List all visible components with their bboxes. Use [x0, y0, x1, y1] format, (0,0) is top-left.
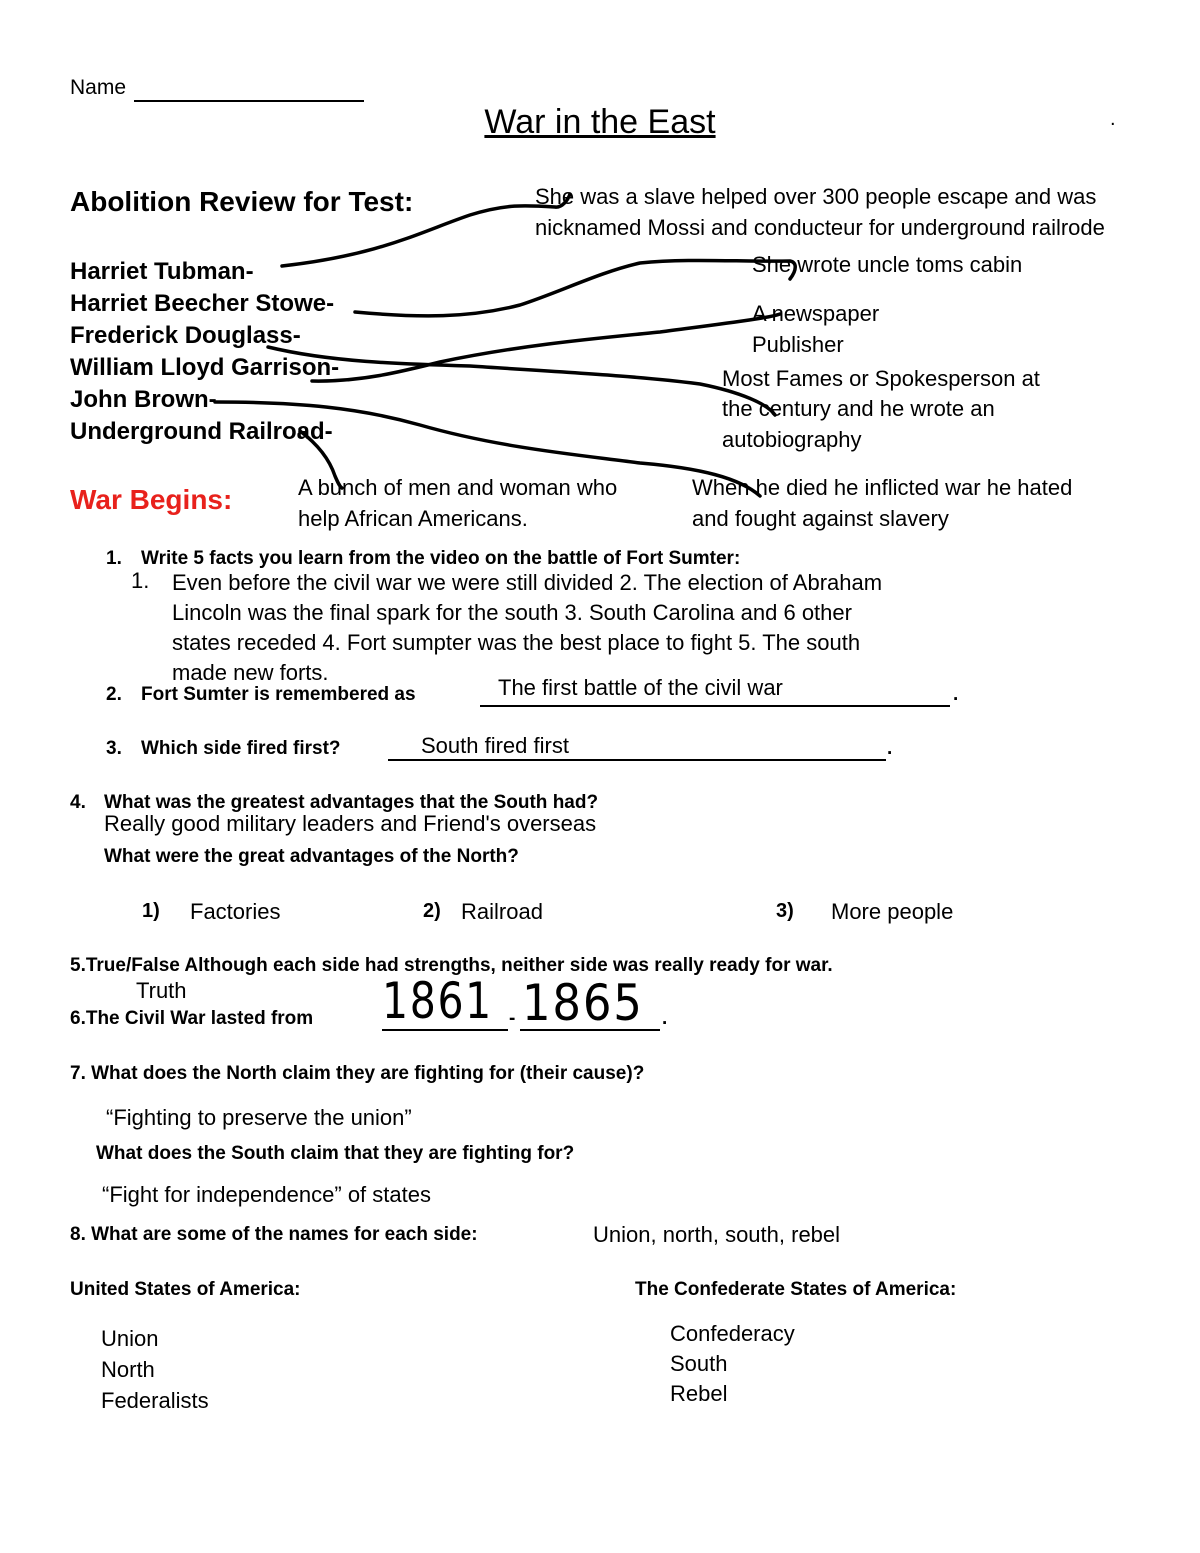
name-underground-railroad: Underground Railroad-	[70, 418, 333, 445]
csa-name: Rebel	[670, 1381, 728, 1406]
q1-text: Write 5 facts you learn from the video on the battle of Fort Sumter:	[141, 548, 741, 569]
name-label: Name	[70, 76, 127, 99]
q7b-text: What does the South claim that they are fighting for?	[96, 1143, 575, 1164]
name-william-lloyd-garrison: William Lloyd Garrison-	[70, 354, 340, 381]
answer-douglass-line1: Most Fames or Spokesperson at	[722, 366, 1040, 391]
answer-douglass-line2: the century and he wrote an	[722, 396, 995, 421]
csa-name: Confederacy	[670, 1321, 795, 1346]
match-line-tubman	[282, 194, 570, 266]
q7-answer: “Fighting to preserve the union”	[106, 1105, 412, 1130]
q3-text: Which side fired first?	[141, 738, 341, 759]
q8-text: 8. What are some of the names for each side:	[70, 1224, 478, 1245]
usa-names-list	[101, 1323, 209, 1416]
csa-names-list	[670, 1319, 795, 1409]
q6-start-year: 1861	[382, 972, 493, 1030]
q5-text: 5.True/False Although each side had strengths, neither side was really ready for war.	[70, 955, 833, 976]
answer-railroad-line2: help African Americans.	[298, 506, 528, 531]
csa-name: South	[670, 1351, 728, 1376]
north-adv-3: More people	[831, 899, 954, 924]
q4-number: 4.	[70, 792, 86, 813]
q1-answer-line: Even before the civil war we were still divided 2. The election of Abraham	[172, 570, 883, 595]
q2-blank[interactable]	[480, 705, 950, 707]
answer-railroad-line1: A bunch of men and woman who	[298, 475, 618, 500]
q8-answer: Union, north, south, rebel	[593, 1222, 841, 1247]
page-title: War in the East	[484, 103, 716, 141]
name-john-brown: John Brown-	[70, 386, 217, 413]
csa-heading: The Confederate States of America:	[635, 1279, 957, 1300]
usa-name: Federalists	[101, 1388, 209, 1413]
match-line-stowe	[355, 260, 795, 315]
answer-garrison-line1: A newspaper	[752, 301, 880, 326]
answer-tubman-line2: nicknamed Mossi and conducteur for underground railrode	[535, 215, 1105, 240]
q1-answer	[172, 568, 882, 688]
q3-period: .	[887, 738, 893, 759]
north-adv-3-number: 3)	[776, 900, 794, 922]
q5-answer: Truth	[136, 978, 187, 1003]
q7-text: 7. What does the North claim they are fighting for (their cause)?	[70, 1063, 645, 1084]
q1-answer-number: 1.	[131, 568, 150, 593]
answer-brown-line1: When he died he inflicted war he hated	[692, 475, 1073, 500]
q1-answer-line: Lincoln was the final spark for the south 3. South Carolina and 6 other	[172, 600, 852, 625]
north-adv-2: Railroad	[461, 899, 543, 924]
stray-dot: .	[1110, 108, 1116, 130]
name-frederick-douglass: Frederick Douglass-	[70, 322, 301, 349]
war-begins-heading: War Begins:	[70, 484, 233, 515]
usa-name: Union	[101, 1326, 159, 1351]
q6-dash: -	[509, 1008, 516, 1029]
q6-period: .	[662, 1008, 668, 1029]
q2-text: Fort Sumter is remembered as	[141, 684, 416, 705]
name-harriet-beecher-stowe: Harriet Beecher Stowe-	[70, 290, 335, 317]
answer-garrison-line2: Publisher	[752, 332, 844, 357]
q7b-answer: “Fight for independence” of states	[102, 1182, 431, 1207]
q1-answer-line: made new forts.	[172, 660, 329, 685]
north-adv-1: Factories	[190, 899, 281, 924]
q4b-text: What were the great advantages of the North?	[104, 846, 519, 867]
answer-tubman-line1: She was a slave helped over 300 people escape and was	[535, 184, 1097, 209]
match-line-brown	[215, 402, 760, 496]
q3-blank[interactable]	[388, 759, 886, 761]
north-adv-1-number: 1)	[142, 900, 160, 922]
north-adv-2-number: 2)	[423, 900, 441, 922]
q1-number: 1.	[106, 548, 122, 569]
q4-text: What was the greatest advantages that the South had?	[104, 792, 599, 813]
match-line-railroad	[300, 431, 342, 488]
usa-heading: United States of America:	[70, 1279, 301, 1300]
q2-number: 2.	[106, 684, 122, 705]
answer-douglass-line3: autobiography	[722, 427, 862, 452]
q3-number: 3.	[106, 738, 122, 759]
answer-brown-line2: and fought against slavery	[692, 506, 949, 531]
q4-answer: Really good military leaders and Friend's overseas	[104, 811, 597, 836]
q6-end-year: 1865	[522, 974, 644, 1032]
answer-stowe: She wrote uncle toms cabin	[752, 252, 1023, 277]
usa-name: North	[101, 1357, 155, 1382]
q1-answer-line: states receded 4. Fort sumpter was the best place to fight 5. The south	[172, 630, 861, 655]
q2-answer: The first battle of the civil war	[498, 675, 783, 700]
q6-text: 6.The Civil War lasted from	[70, 1008, 314, 1029]
abolition-heading: Abolition Review for Test:	[70, 186, 414, 217]
q2-period: .	[953, 684, 959, 705]
name-harriet-tubman: Harriet Tubman-	[70, 258, 254, 285]
q3-answer: South fired first	[421, 733, 569, 758]
